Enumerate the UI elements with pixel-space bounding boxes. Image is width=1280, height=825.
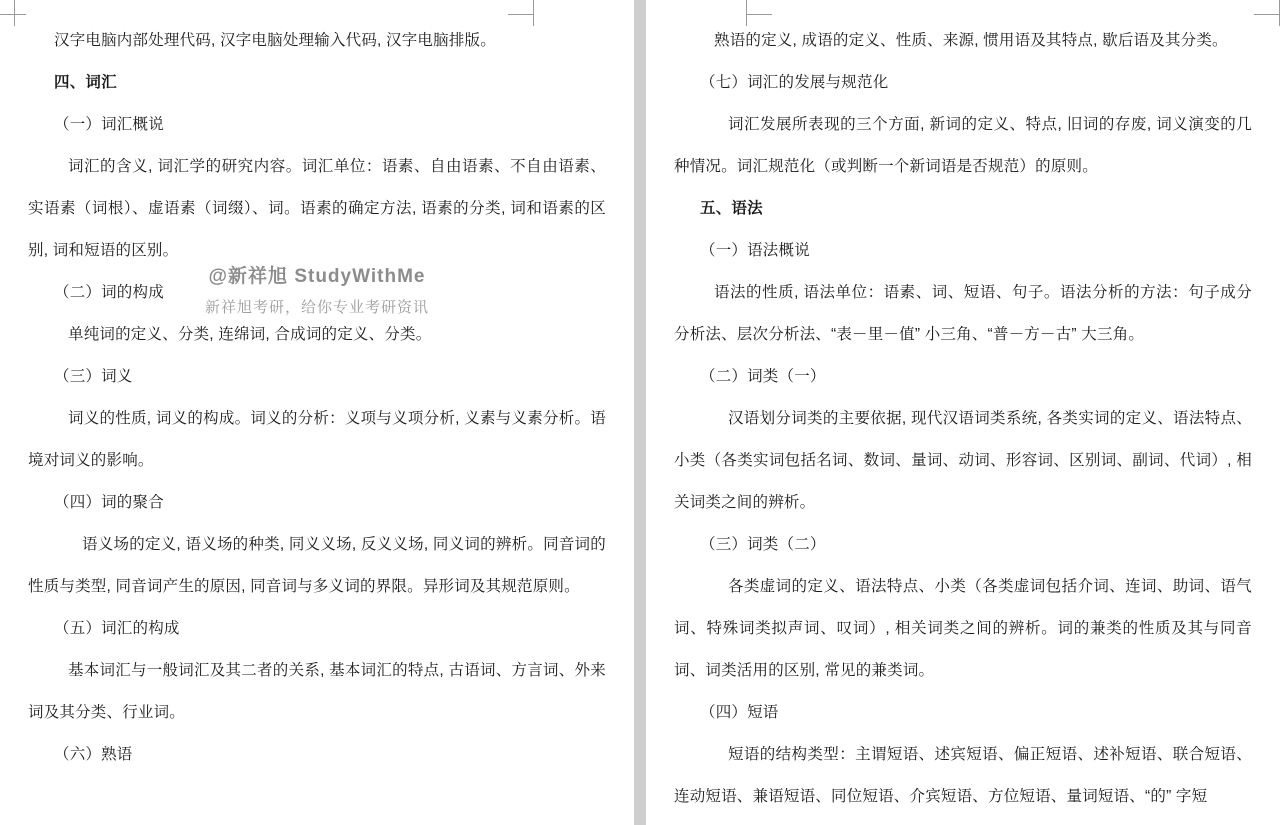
crop-mark-top-right-h (1254, 14, 1280, 15)
paragraph: 词义的性质, 词义的构成。词义的分析：义项与义项分析, 义素与义素分析。语境对词义的影响。 (28, 410, 606, 469)
subsection-heading: （五）词汇的构成 (54, 620, 180, 637)
subsection-heading: （三）词类（二） (700, 536, 826, 553)
paragraph: 汉字电脑内部处理代码, 汉字电脑处理输入代码, 汉字电脑排版。 (54, 32, 496, 49)
crop-mark-top-left-h (746, 14, 772, 15)
subsection-heading: （二）词类（一） (700, 368, 826, 385)
paragraph: 熟语的定义, 成语的定义、性质、来源, 惯用语及其特点, 歇后语及其分类。 (714, 32, 1228, 49)
crop-mark-top-left-v (746, 0, 747, 26)
paragraph: 基本词汇与一般词汇及其二者的关系, 基本词汇的特点, 古语词、方言词、外来词及其分类、行业词。 (28, 662, 606, 721)
crop-mark-top-left-h (0, 14, 26, 15)
section-heading: 四、词汇 (54, 74, 117, 91)
paragraph: 各类虚词的定义、语法特点、小类（各类虚词包括介词、连词、助词、语气词、特殊词类拟声词、叹词）, 相关词类之间的辨析。词的兼类的性质及其与同音词、词类活用的区别, 常见的兼类词。 (674, 578, 1252, 679)
section-heading: 五、语法 (700, 200, 763, 217)
crop-mark-top-right-h (508, 14, 534, 15)
subsection-heading: （六）熟语 (54, 746, 133, 763)
paragraph: 词汇的含义, 词汇学的研究内容。词汇单位：语素、自由语素、不自由语素、实语素（词根）、虚语素（词缀）、词。语素的确定方法, 语素的分类, 词和语素的区别, 词和短语的区别。 (28, 158, 606, 259)
paragraph: 短语的结构类型：主谓短语、述宾短语、偏正短语、述补短语、联合短语、连动短语、兼语短语、同位短语、介宾短语、方位短语、量词短语、“的” 字短 (674, 746, 1252, 805)
page-left (0, 0, 634, 825)
subsection-heading: （四）词的聚合 (54, 494, 164, 511)
subsection-heading: （七）词汇的发展与规范化 (700, 74, 889, 91)
watermark-title: @新祥旭 StudyWithMe (208, 266, 426, 287)
paragraph: 词汇发展所表现的三个方面, 新词的定义、特点, 旧词的存废, 词义演变的几种情况。词汇规范化（或判断一个新词语是否规范）的原则。 (674, 116, 1252, 175)
page-right-content (646, 20, 1280, 818)
crop-mark-top-right-v (533, 0, 534, 26)
page-gutter (634, 0, 646, 825)
watermark-subtitle: 新祥旭考研，给你专业考研资讯 (204, 299, 429, 316)
paragraph: 汉语划分词类的主要依据, 现代汉语词类系统, 各类实词的定义、语法特点、小类（各类实词包括名词、数词、量词、动词、形容词、区别词、副词、代词）, 相关词类之间的辨析。 (674, 410, 1252, 511)
subsection-heading: （四）短语 (700, 704, 779, 721)
crop-mark-top-left-v (14, 0, 15, 26)
subsection-heading: （三）词义 (54, 368, 133, 385)
paragraph: 单纯词的定义、分类, 连绵词, 合成词的定义、分类。 (68, 326, 432, 343)
page-top-spacer (646, 0, 1280, 20)
subsection-heading: （一）词汇概说 (54, 116, 164, 133)
paragraph: 语法的性质, 语法单位：语素、词、短语、句子。语法分析的方法：句子成分分析法、层次分析法、“表－里－值” 小三角、“普－方－古” 大三角。 (674, 284, 1252, 343)
subsection-heading: （二）词的构成 (54, 284, 164, 301)
page-top-spacer (0, 0, 634, 20)
page-right (646, 0, 1280, 825)
subsection-heading: （一）语法概说 (700, 242, 810, 259)
page-left-content (0, 20, 634, 776)
paragraph: 语义场的定义, 语义场的种类, 同义义场, 反义义场, 同义词的辨析。同音词的性质与类型, 同音词产生的原因, 同音词与多义词的界限。异形词及其规范原则。 (28, 536, 606, 595)
